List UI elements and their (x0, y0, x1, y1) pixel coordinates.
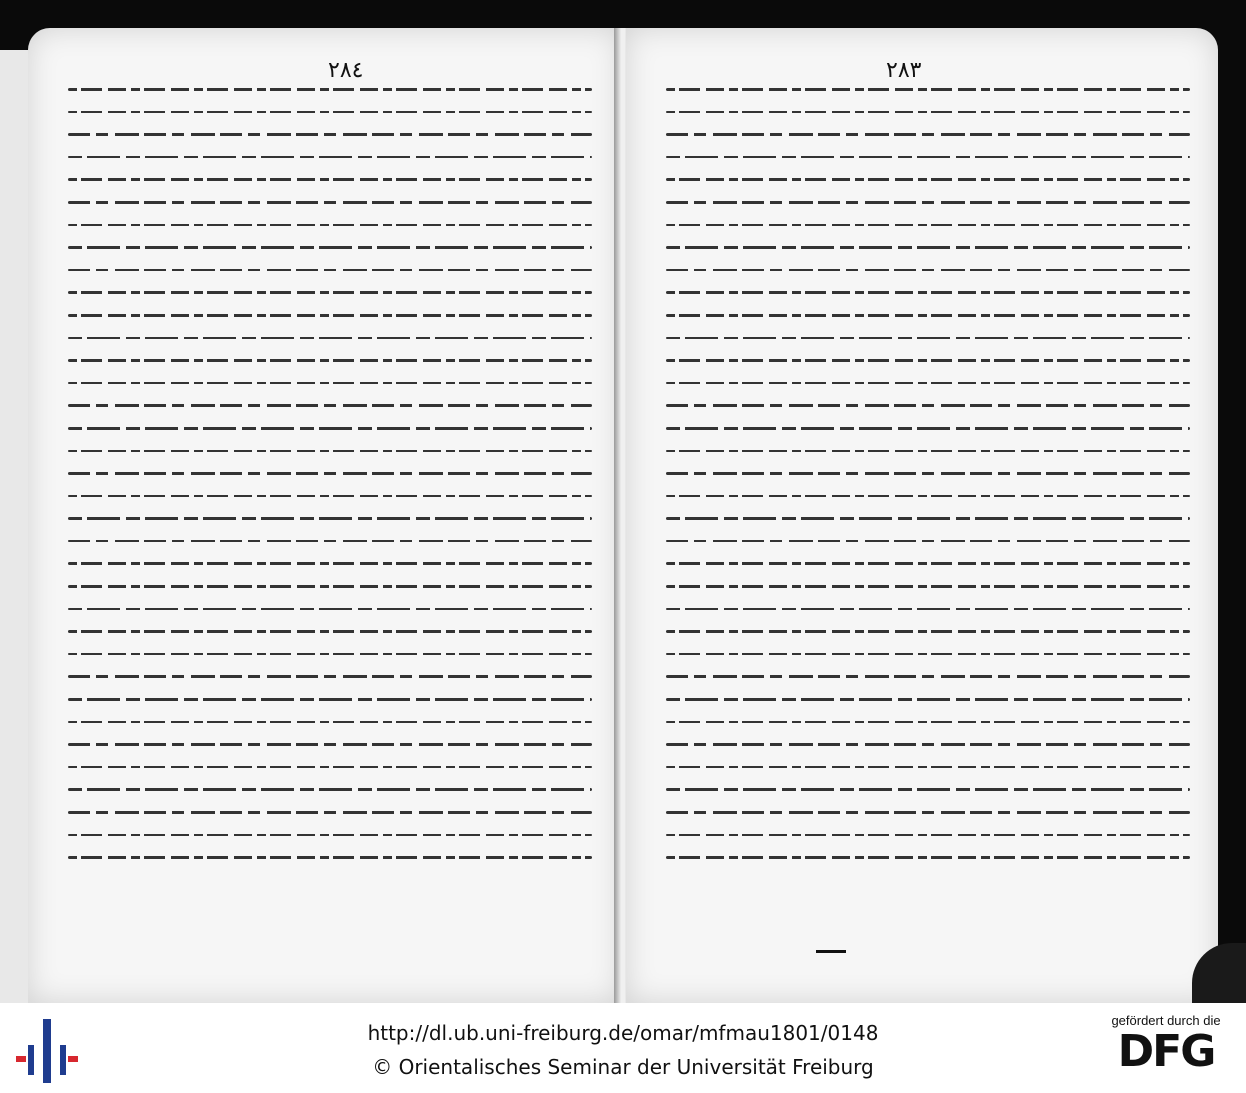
copyright-notice: © Orientalisches Seminar der Universität Freiburg (372, 1055, 874, 1079)
right-manuscript-page (626, 28, 1218, 1003)
funding-label: gefördert durch die (1111, 1013, 1221, 1028)
catchword (816, 950, 846, 953)
left-page-number: ٢٨٤ (328, 58, 364, 83)
left-handwritten-text (68, 88, 592, 933)
adjacent-page-edge (0, 50, 30, 1003)
dfg-funding-badge (1100, 1013, 1232, 1076)
right-page-number: ٢٨٣ (886, 58, 922, 83)
viewer-footer (0, 1003, 1246, 1093)
left-manuscript-page (28, 28, 620, 1003)
dfg-logo: DFG (1117, 1026, 1215, 1077)
permalink[interactable]: http://dl.ub.uni-freiburg.de/omar/mfmau1801/0148 (367, 1021, 879, 1045)
right-handwritten-text (666, 88, 1190, 933)
